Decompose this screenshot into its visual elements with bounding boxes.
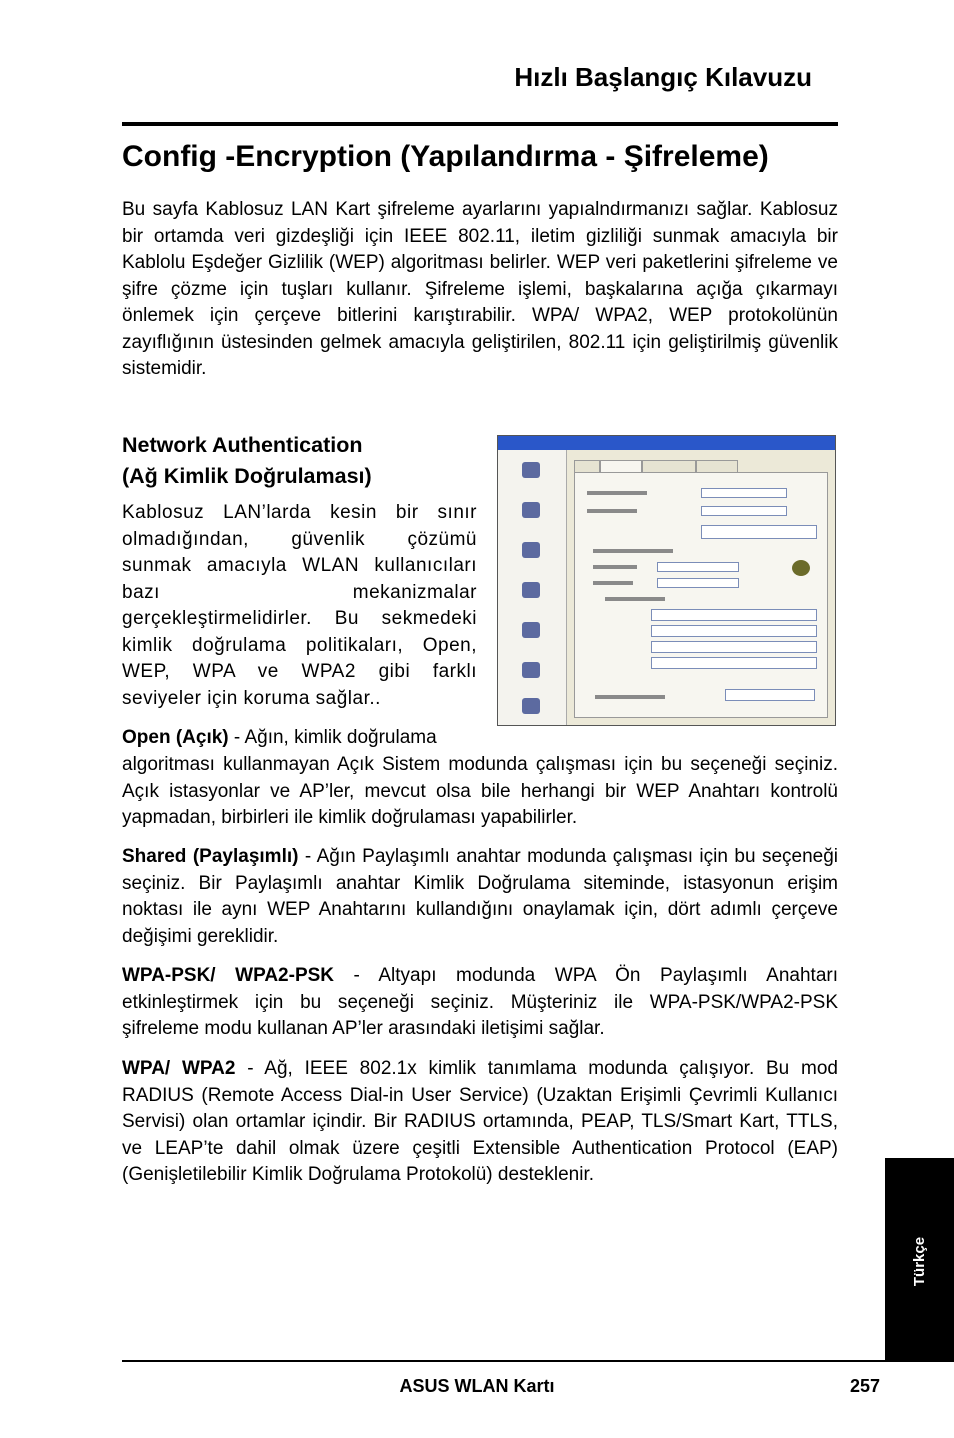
tab-advanced xyxy=(696,460,738,472)
tab-authentication xyxy=(642,460,696,472)
bottom-rule xyxy=(122,1360,887,1362)
about-icon xyxy=(522,582,540,598)
key-2-field xyxy=(651,625,817,637)
settings-dialog-screenshot xyxy=(497,435,836,726)
key-icon xyxy=(792,560,810,576)
language-label: Türkçe xyxy=(911,1236,928,1287)
open-option-text-lead: - Ağın, kimlik doğrulama xyxy=(228,727,437,748)
tab-encryption xyxy=(600,460,642,472)
footer-product-name: ASUS WLAN Kartı xyxy=(399,1376,555,1396)
language-side-tab xyxy=(885,1158,954,1362)
shared-option-label: Shared (Paylaşımlı) xyxy=(122,846,299,867)
page-number: 257 xyxy=(849,1376,880,1396)
guide-title: Hızlı Başlangıç Kılavuzu xyxy=(514,62,812,92)
network-auth-description: Kablosuz LAN’larda kesin bir sınır olmadığından, güvenlik çözümü sunmak amacıyla WLAN kullanıcıları bazı mekanizmalar gerçekleştirmelidirler. Bu sekmedeki kimlik doğrulama politikaları, Open, WEP, WPA ve WPA2 gibi farklı seviyeler için koruma sağlar.. xyxy=(122,502,477,709)
passphrase-field xyxy=(657,562,739,572)
intro-paragraph: Bu sayfa Kablosuz LAN Kart şifreleme ayarlarını yapıalndırmanızı sağlar. Kablosuz bir ortamda veri gizdeşliği için IEEE 802.11, iletim gizliliği sunmak amacıyla bir Kablolu Eşdeğer Gizlilik (WEP) algoritması belirler. WEP veri paketlerini şifreleme ve şifre çözme için tuşları kullanır. Şifreleme işlemi, başkalarına açığa çıkarmayı önlemek için çerçeve bitlerini karıştırabilir. WPA/ WPA2, WEP protokolünün zayıflığının üstesinden gelmek amacıyla geliştirilen, 802.11 için geliştirilmiş güvenlik sistemidir. xyxy=(122,199,838,379)
page-title: Config -Encryption (Yapılandırma - Şifreleme) xyxy=(122,140,769,173)
open-option-text: algoritması kullanmayan Açık Sistem modunda çalışması için bu seçeneği seçiniz. Açık istasyonlar ve AP’ler, mevcut olsa bile herhangi bir WEP Anahtarı kontrolü yapmadan, birbirleri ile kimlik doğrulaması yapabilirler. xyxy=(122,754,838,828)
encryption-select xyxy=(701,506,787,516)
top-rule xyxy=(122,122,838,126)
open-config-icon xyxy=(522,662,540,678)
dialog-tabs xyxy=(574,460,824,472)
key-3-field xyxy=(651,641,817,653)
default-key-select xyxy=(725,689,815,701)
wpa-psk-option-text: - Altyapı modunda WPA Ön Paylaşımlı Anahtarı etkinleştirmek için bu seçeneği seçiniz. Müşteriniz ile WPA-PSK/WPA2-PSK şifreleme modu kullanan AP’ler arasındaki iletişimi sağlar. xyxy=(122,965,838,1039)
open-option-label: Open (Açık) xyxy=(122,727,229,748)
status-icon xyxy=(522,462,540,478)
dialog-titlebar xyxy=(498,436,835,450)
shared-option xyxy=(122,844,838,950)
network-auth-heading xyxy=(122,430,482,492)
network-auth-heading-line1: Network Authentication xyxy=(122,433,363,457)
help-icon xyxy=(522,698,540,714)
dialog-side-toolbar xyxy=(498,450,567,725)
survey-icon xyxy=(522,542,540,558)
open-option-lead xyxy=(122,725,477,752)
dialog-panel xyxy=(574,472,828,718)
ad-hoc-icon xyxy=(522,622,540,638)
wpa-option xyxy=(122,1056,838,1189)
key-1-field xyxy=(651,609,817,621)
wpa-psk-option xyxy=(122,963,838,1043)
shared-option-text: - Ağın Paylaşımlı anahtar modunda çalışması için bu seçeneği seçiniz. Bir Paylaşımlı anahtar Kimlik Doğrulama siteminde, istasyonun erişim noktası ile aynı WEP Anahtarını kullandığını onaylamak için, dört adımlı çerçeve değişimi gereklidir. xyxy=(122,846,839,947)
config-icon xyxy=(522,502,540,518)
wpa-psk-option-label: WPA-PSK/ WPA2-PSK xyxy=(122,965,335,986)
key-4-field xyxy=(651,657,817,669)
network-auth-heading-line2: (Ağ Kimlik Doğrulaması) xyxy=(122,464,372,488)
tab-basic xyxy=(574,460,600,472)
wpa-option-label: WPA/ WPA2 xyxy=(122,1058,236,1079)
key-length-select xyxy=(657,578,739,588)
wpa-option-text: - Ağ, IEEE 802.1x kimlik tanımlama modunda çalışıyor. Bu mod RADIUS (Remote Access Dial-in User Service) (Uzaktan Erişimli Çevrimli Kullanıcı Servisi) olan ortamlar içindir. Bir RADIUS ortamında, PEAP, TLS/Smart Kart, TTLS, ve LEAP’te dahil olmak üzere çeşitli Extensible Authentication Protocol (EAP) (Genişletilebilir Kimlik Doğrulama Protokolü) desteklenir. xyxy=(122,1058,838,1185)
auth-select xyxy=(701,488,787,498)
